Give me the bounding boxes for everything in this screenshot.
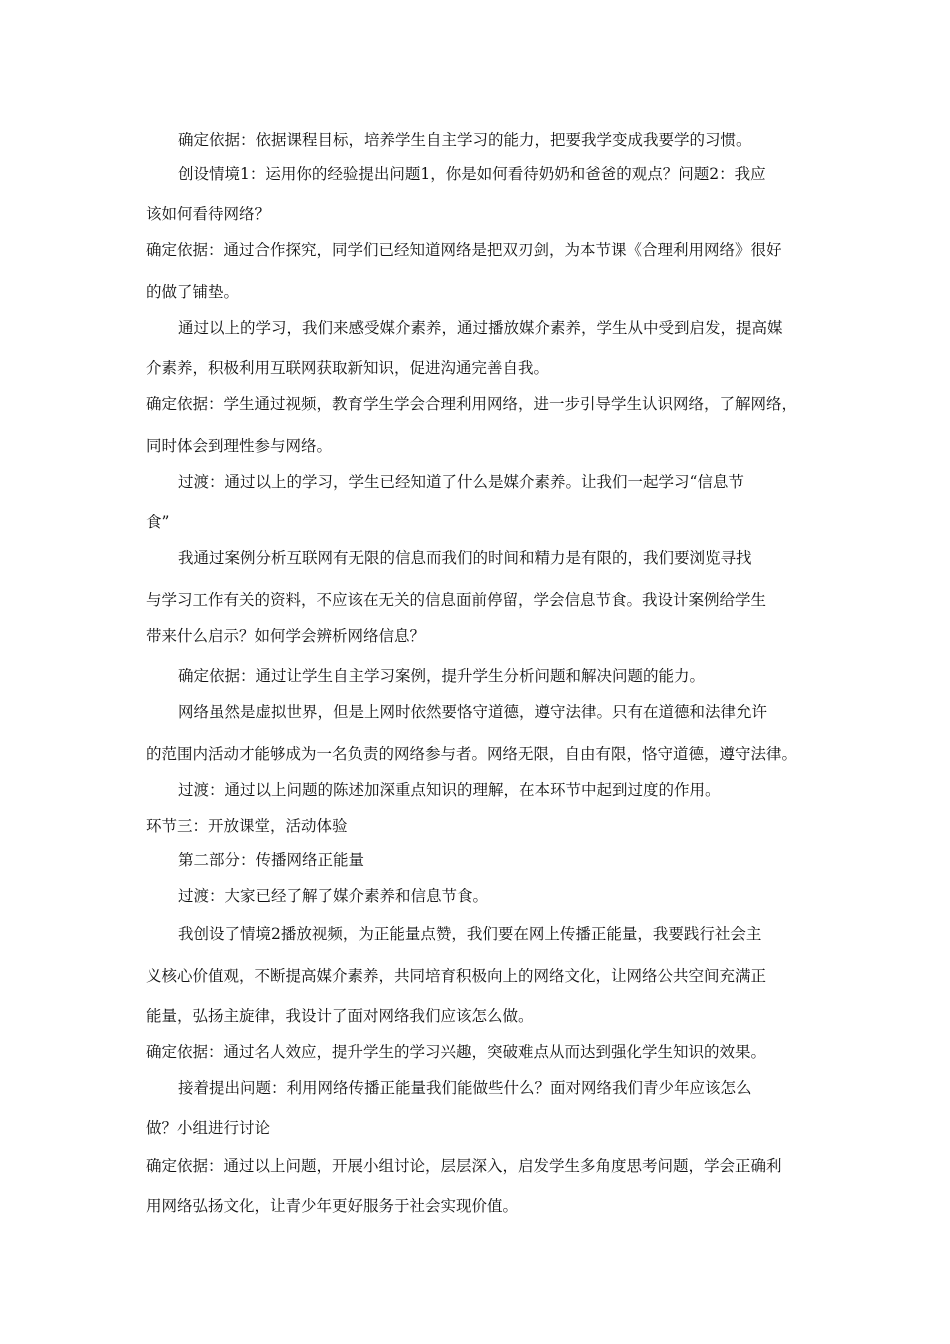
text-line: 同时体会到理性参与网络。 bbox=[146, 437, 333, 455]
text-line: 确定依据：通过合作探究，同学们已经知道网络是把双刃剑，为本节课《合理利用网络》很好 bbox=[146, 241, 782, 259]
text-line: 确定依据：通过让学生自主学习案例，提升学生分析问题和解决问题的能力。 bbox=[178, 667, 706, 685]
text-line: 能量，弘扬主旋律，我设计了面对网络我们应该怎么做。 bbox=[146, 1007, 534, 1025]
text-line: 网络虽然是虚拟世界，但是上网时依然要恪守道德，遵守法律。只有在道德和法律允许 bbox=[178, 703, 768, 721]
text-line: 过渡：通过以上问题的陈述加深重点知识的理解，在本环节中起到过度的作用。 bbox=[178, 781, 721, 799]
section-heading: 环节三：开放课堂，活动体验 bbox=[146, 817, 348, 835]
text-line: 接着提出问题：利用网络传播正能量我们能做些什么？面对网络我们青少年应该怎么 bbox=[178, 1079, 752, 1097]
text-line: 我创设了情境2播放视频，为正能量点赞，我们要在网上传播正能量，我要践行社会主 bbox=[178, 925, 762, 943]
text-line: 与学习工作有关的资料，不应该在无关的信息面前停留，学会信息节食。我设计案例给学生 bbox=[146, 591, 767, 609]
text-line: 介素养，积极利用互联网获取新知识，促进沟通完善自我。 bbox=[146, 359, 550, 377]
text-line: 的做了铺垫。 bbox=[146, 283, 240, 301]
text-line: 过渡：通过以上的学习，学生已经知道了什么是媒介素养。让我们一起学习“信息节 bbox=[178, 473, 744, 491]
text-line: 用网络弘扬文化，让青少年更好服务于社会实现价值。 bbox=[146, 1197, 519, 1215]
text-line: 带来什么启示？如何学会辨析网络信息？ bbox=[146, 627, 426, 645]
sub-heading: 第二部分：传播网络正能量 bbox=[178, 851, 365, 869]
text-line: 的范围内活动才能够成为一名负责的网络参与者。网络无限，自由有限，恪守道德，遵守法律。 bbox=[146, 745, 798, 763]
text-line: 过渡：大家已经了解了媒介素养和信息节食。 bbox=[178, 887, 489, 905]
text-line: 食” bbox=[146, 513, 170, 531]
text-line: 确定依据：学生通过视频，教育学生学会合理利用网络，进一步引导学生认识网络，了解网络， bbox=[146, 395, 798, 413]
text-line: 通过以上的学习，我们来感受媒介素养，通过播放媒介素养，学生从中受到启发，提高媒 bbox=[178, 319, 783, 337]
text-line: 该如何看待网络？ bbox=[146, 205, 271, 223]
text-line: 确定依据：依据课程目标，培养学生自主学习的能力，把要我学变成我要学的习惯。 bbox=[178, 131, 752, 149]
text-line: 我通过案例分析互联网有无限的信息而我们的时间和精力是有限的，我们要浏览寻找 bbox=[178, 549, 752, 567]
text-line: 义核心价值观，不断提高媒介素养，共同培育积极向上的网络文化，让网络公共空间充满正 bbox=[146, 967, 767, 985]
text-line: 创设情境1：运用你的经验提出问题1，你是如何看待奶奶和爸爸的观点？问题2：我应 bbox=[178, 165, 766, 183]
text-line: 做？小组进行讨论 bbox=[146, 1119, 271, 1137]
text-line: 确定依据：通过以上问题，开展小组讨论，层层深入，启发学生多角度思考问题，学会正确利 bbox=[146, 1157, 782, 1175]
text-line: 确定依据：通过名人效应，提升学生的学习兴趣，突破难点从而达到强化学生知识的效果。 bbox=[146, 1043, 767, 1061]
